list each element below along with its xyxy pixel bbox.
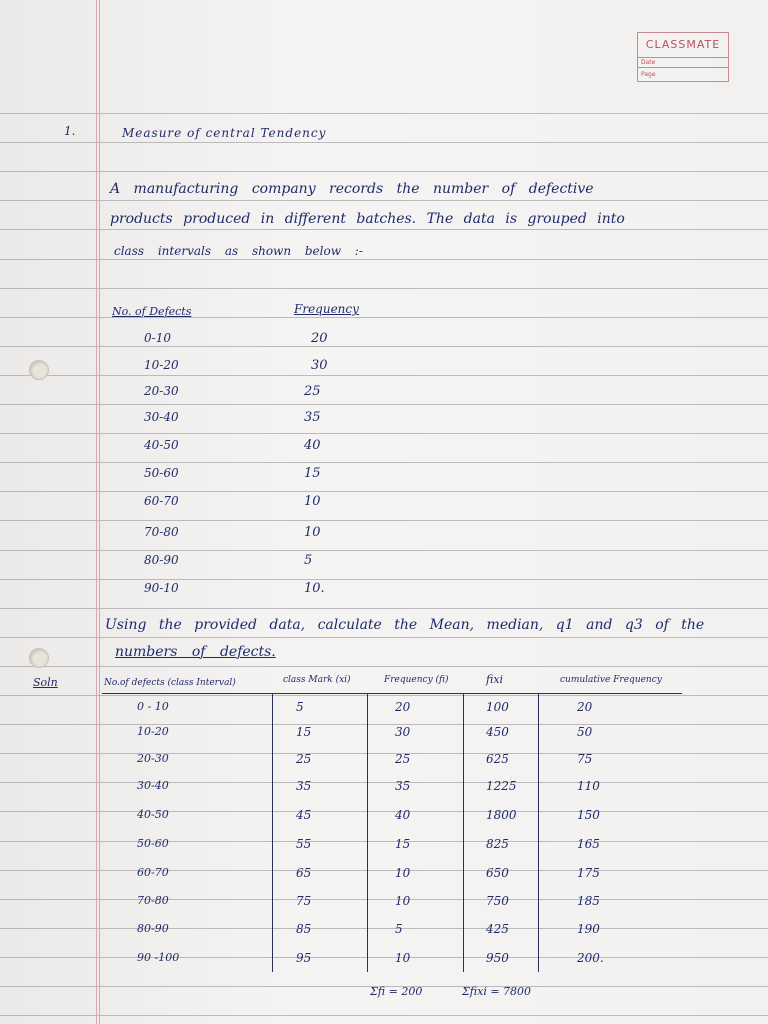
sol-cell-fixi: 625 (486, 752, 509, 766)
sol-cell-class-mark: 5 (296, 700, 304, 714)
ruled-line (0, 346, 768, 347)
given-row-interval: 20-30 (144, 384, 179, 398)
ruled-line (0, 491, 768, 492)
sol-col-divider-3 (463, 694, 464, 972)
sol-cell-cumulative: 185 (577, 894, 600, 908)
sol-cell-fixi: 750 (486, 894, 509, 908)
sol-cell-class-mark: 35 (296, 779, 312, 793)
given-row-interval: 40-50 (144, 438, 179, 452)
sol-cell-interval: 80-90 (137, 922, 169, 935)
punch-hole-bottom (29, 648, 49, 668)
sol-cell-class-mark: 55 (296, 837, 312, 851)
sol-cell-frequency: 25 (395, 752, 411, 766)
sol-cell-interval: 90 -100 (137, 951, 180, 964)
given-row-interval: 10-20 (144, 358, 179, 372)
sol-cell-fixi: 450 (486, 725, 509, 739)
sol-cell-class-mark: 75 (296, 894, 312, 908)
ruled-line (0, 520, 768, 521)
given-row-frequency: 10. (304, 581, 325, 596)
ruled-line (0, 899, 768, 900)
ruled-line (0, 957, 768, 958)
sol-cell-interval: 30-40 (137, 779, 169, 792)
given-row-frequency: 35 (304, 410, 321, 425)
sol-cell-class-mark: 95 (296, 951, 312, 965)
sol-cell-frequency: 10 (395, 866, 411, 880)
ruled-line (0, 433, 768, 434)
given-row-frequency: 15 (304, 466, 321, 481)
sol-cell-fixi: 825 (486, 837, 509, 851)
given-row-interval: 90-10 (144, 581, 179, 595)
sol-cell-frequency: 40 (395, 808, 411, 822)
sol-cell-cumulative: 110 (577, 779, 600, 793)
sum-fixi: Σfixi = 7800 (462, 985, 532, 998)
sol-cell-interval: 40-50 (137, 808, 169, 821)
sol-cell-fixi: 650 (486, 866, 509, 880)
ruled-line (0, 259, 768, 260)
sol-cell-cumulative: 50 (577, 725, 593, 739)
ruled-line (0, 1015, 768, 1016)
given-row-interval: 30-40 (144, 410, 179, 424)
margin-line (96, 0, 97, 1024)
sol-cell-fixi: 1225 (486, 779, 517, 793)
sol-cell-frequency: 35 (395, 779, 411, 793)
ruled-line (0, 928, 768, 929)
brand-box (637, 32, 729, 82)
sol-cell-cumulative: 20 (577, 700, 593, 714)
sol-cell-frequency: 10 (395, 894, 411, 908)
ruled-line (0, 200, 768, 201)
intro-line-3: class intervals as shown below :- (114, 244, 363, 258)
ruled-line (0, 870, 768, 871)
ruled-line (0, 841, 768, 842)
sol-cell-cumulative: 150 (577, 808, 600, 822)
ruled-line (0, 724, 768, 725)
intro-line-1: A manufacturing company records the number of defective (110, 181, 594, 197)
ruled-line (0, 782, 768, 783)
ruled-line (0, 753, 768, 754)
sol-header-underline (102, 693, 682, 694)
sol-cell-interval: 60-70 (137, 866, 169, 879)
given-row-frequency: 10 (304, 525, 321, 540)
ruled-line (0, 579, 768, 580)
given-row-frequency: 25 (304, 384, 321, 399)
ruled-line (0, 666, 768, 667)
given-row-interval: 0-10 (144, 331, 171, 345)
sol-cell-class-mark: 25 (296, 752, 312, 766)
sol-cell-class-mark: 15 (296, 725, 312, 739)
sol-col-divider-4 (538, 694, 539, 972)
ruled-line (0, 608, 768, 609)
ruled-line (0, 375, 768, 376)
sol-cell-cumulative: 165 (577, 837, 600, 851)
given-row-frequency: 40 (304, 438, 321, 453)
ruled-line (0, 113, 768, 114)
sol-cell-interval: 50-60 (137, 837, 169, 850)
date-label: Date (638, 57, 728, 68)
task-line-1: Using the provided data, calculate the Mean, median, q1 and q3 of the (105, 617, 705, 633)
ruled-line (0, 637, 768, 638)
given-header-defects: No. of Defects (112, 305, 192, 318)
sol-cell-fixi: 425 (486, 922, 509, 936)
sol-cell-fixi: 950 (486, 951, 509, 965)
sol-cell-interval: 0 - 10 (137, 700, 169, 713)
sol-header-fixi: fixi (486, 673, 504, 686)
sol-cell-class-mark: 45 (296, 808, 312, 822)
ruled-line (0, 171, 768, 172)
sol-cell-cumulative: 175 (577, 866, 600, 880)
ruled-line (0, 550, 768, 551)
sol-col-divider-2 (367, 694, 368, 972)
sol-cell-frequency: 15 (395, 837, 411, 851)
punch-hole-top (29, 360, 49, 380)
sol-cell-class-mark: 65 (296, 866, 312, 880)
sol-cell-class-mark: 85 (296, 922, 312, 936)
sum-frequency: Σfi = 200 (370, 985, 423, 998)
sol-cell-interval: 20-30 (137, 752, 169, 765)
given-row-interval: 70-80 (144, 525, 179, 539)
sol-cell-cumulative: 190 (577, 922, 600, 936)
sol-cell-cumulative: 200. (577, 951, 604, 965)
sol-col-divider-1 (272, 694, 273, 972)
given-row-frequency: 30 (311, 358, 328, 373)
ruled-line (0, 462, 768, 463)
sol-header-cumulative: cumulative Frequency (560, 675, 662, 685)
given-row-frequency: 20 (311, 331, 328, 346)
ruled-line (0, 811, 768, 812)
ruled-line (0, 142, 768, 143)
question-number: 1. (64, 124, 76, 138)
sol-cell-frequency: 20 (395, 700, 411, 714)
given-header-frequency: Frequency (294, 302, 359, 316)
sol-cell-cumulative: 75 (577, 752, 593, 766)
sol-cell-interval: 10-20 (137, 725, 169, 738)
ruled-line (0, 695, 768, 696)
given-row-interval: 60-70 (144, 494, 179, 508)
sol-cell-frequency: 30 (395, 725, 411, 739)
task-line-2: numbers of defects. (115, 644, 276, 660)
sol-cell-interval: 70-80 (137, 894, 169, 907)
intro-line-2: products produced in different batches. The data is grouped into (110, 211, 625, 227)
brand-logo: CLASSMATE (638, 33, 728, 58)
given-row-frequency: 10 (304, 494, 321, 509)
sol-cell-fixi: 100 (486, 700, 509, 714)
given-row-frequency: 5 (304, 553, 313, 568)
ruled-line (0, 404, 768, 405)
page-label: Page (641, 71, 656, 78)
sol-header-class-interval: No.of defects (class Interval) (104, 678, 236, 688)
sol-cell-frequency: 5 (395, 922, 403, 936)
given-row-interval: 50-60 (144, 466, 179, 480)
solution-label: Soln (33, 676, 58, 689)
margin-line-inner (99, 0, 100, 1024)
question-title: Measure of central Tendency (122, 126, 327, 140)
sol-header-frequency: Frequency (fi) (384, 675, 449, 685)
ruled-line (0, 229, 768, 230)
sol-cell-frequency: 10 (395, 951, 411, 965)
ruled-line (0, 288, 768, 289)
sol-header-class-mark: class Mark (xi) (283, 675, 351, 685)
sol-cell-fixi: 1800 (486, 808, 517, 822)
given-row-interval: 80-90 (144, 553, 179, 567)
